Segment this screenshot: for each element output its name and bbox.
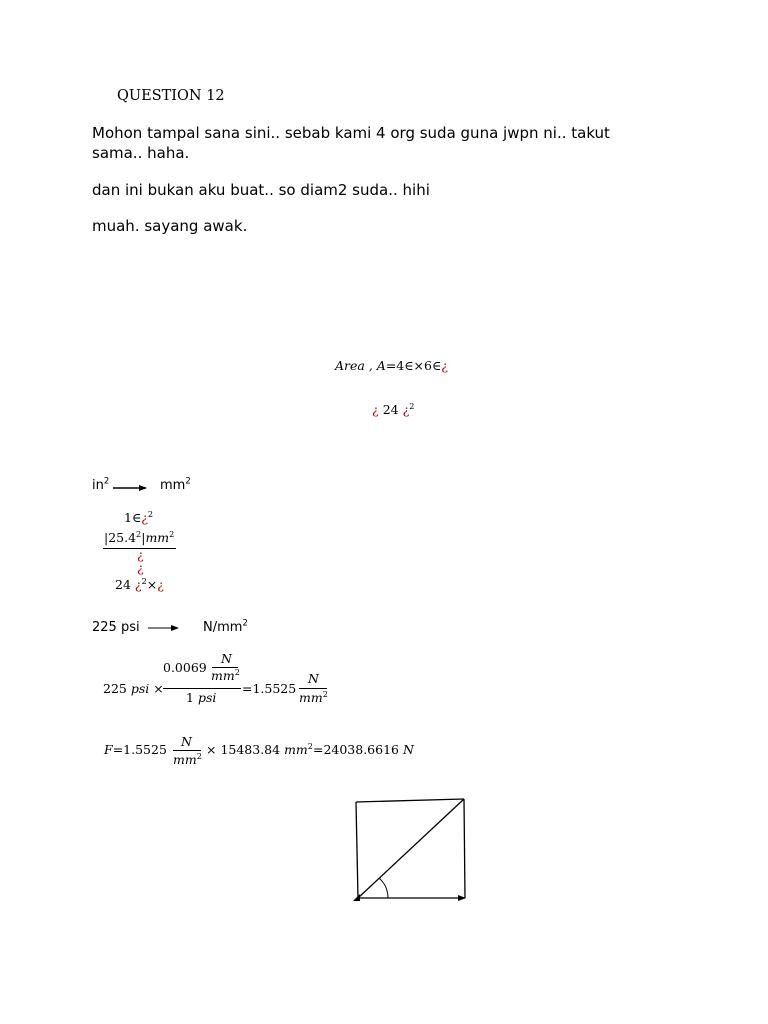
diagram-left-side: [356, 802, 358, 898]
conversion-to-mm2: $mm^2$: [160, 475, 191, 493]
result-error-glyph-2: ¿: [402, 402, 410, 417]
diagram-origin-marker: [353, 894, 360, 901]
psi-denominator: 1 psi: [186, 690, 217, 705]
frac1-denominator: $|25.4^2|mm^2$: [104, 528, 175, 545]
frac1-error-b: ¿: [137, 560, 144, 575]
area-eq: =4: [385, 358, 405, 373]
diagram-top-side: [356, 799, 464, 802]
force-mm: $mm^2$: [173, 750, 202, 767]
diagram-diagonal: [358, 799, 464, 898]
frac1-last-line: 24 ¿$^2$×¿: [115, 575, 164, 592]
psi-result-N: N: [308, 671, 319, 686]
question-heading: QUESTION 12: [117, 88, 225, 104]
force-lhs: F=1.5525: [104, 742, 167, 757]
diagram-right-side: [464, 799, 465, 898]
psi-result-mm: $mm^2$: [299, 688, 328, 705]
result-value: 24: [382, 402, 399, 417]
psi-num-N: N: [221, 651, 232, 666]
frac1-error-a: ¿: [137, 547, 144, 562]
force-diagram: [353, 799, 465, 901]
area-error-glyph: ¿: [441, 358, 448, 373]
psi-result: =1.5525: [242, 681, 297, 696]
conversion-to-nmm2: $N/mm^2$: [203, 617, 248, 635]
area-in-2: ∈: [431, 358, 442, 373]
area-times: ×6: [413, 358, 432, 373]
diagram-angle-arc: [379, 878, 388, 898]
area-in-1: ∈: [404, 358, 414, 373]
area-lhs: Area , A: [335, 358, 386, 373]
result-error-glyph: ¿: [372, 402, 379, 417]
psi-num-value: 0.0069: [163, 660, 207, 675]
paragraph-line-2: sama.. haha.: [92, 144, 190, 162]
psi-lhs: 225 psi ×: [103, 681, 164, 696]
psi-num-mm: $mm^2$: [211, 666, 240, 683]
paragraph-line-3: dan ini bukan aku buat.. so diam2 suda.. hihi: [92, 181, 430, 199]
paragraph-line-4: muah. sayang awak.: [92, 217, 248, 235]
force-N: N: [181, 734, 192, 749]
conversion-from-in2: $in^2$: [92, 475, 110, 493]
frac1-numerator: 1∈¿$^2$: [124, 508, 154, 525]
force-rhs: × 15483.84 $mm^2=24038.6616$ N: [206, 740, 414, 757]
result-exponent: 2: [409, 400, 415, 411]
paragraph-line-1: Mohon tampal sana sini.. sebab kami 4 org suda guna jwpn ni.. takut: [92, 124, 610, 142]
conversion-from-psi: 225 psi: [92, 620, 140, 635]
